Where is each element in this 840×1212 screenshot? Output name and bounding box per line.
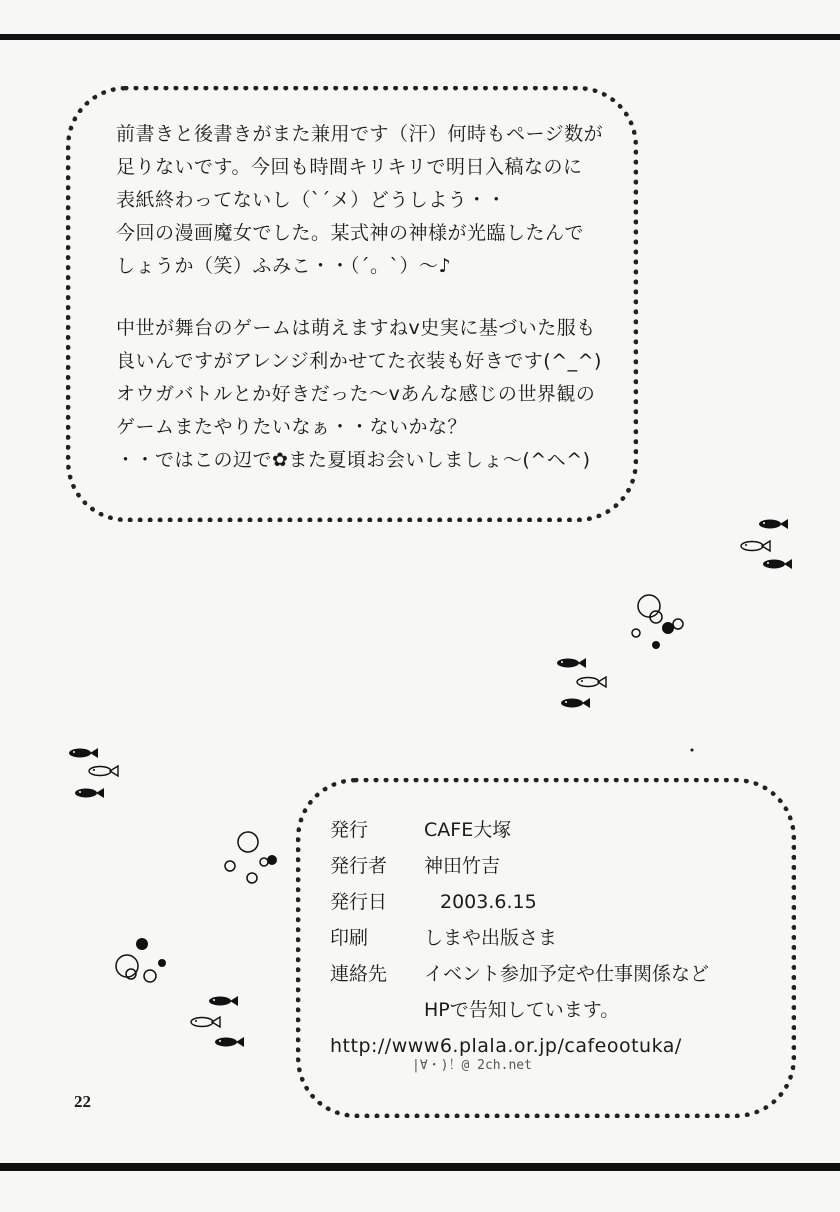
contact-value-2: HPで告知しています。 [424,999,620,1021]
fish-icon [577,677,606,687]
fish-icon [75,788,104,798]
fish-icon [557,658,586,668]
fish-icon [741,541,770,551]
contact-label: 連絡先 [330,963,388,985]
date-row [330,884,770,920]
contact-row-2 [330,992,770,1028]
issuer-label: 発行者 [330,855,388,877]
fish-icon [209,996,238,1006]
bubble-icon [652,641,660,649]
bubble-icon [136,938,148,950]
note-line: 今回の漫画魔女でした。某式神の神様が光臨したんで [116,222,585,244]
bubble-icon [225,832,268,883]
date-label: 発行日 [330,891,388,913]
website-url[interactable]: http://www6.plala.or.jp/cafeootuka/ [330,1035,682,1057]
credit-text: |∀・)！@ 2ch.net [412,1058,532,1073]
note-line: 足りないです。今回も時間キリキリで明日入稿なのに [116,156,583,178]
fish-icon [763,559,792,569]
printer-row [330,920,770,956]
note-line: 良いんですがアレンジ利かせてた衣装も好きです(^_^) [116,350,602,372]
note-line: ・・ではこの辺で✿また夏頃お会いしましょ～(^ヘ^) [116,449,591,471]
fish-icon [89,766,118,776]
fish-icon [191,1017,220,1027]
fish-icon [561,698,590,708]
printer-value: しまや出版さま [424,927,558,949]
colophon [330,812,770,1064]
issuer-row [330,848,770,884]
speck [691,749,694,752]
contact-row [330,956,770,992]
note-line: 表紙終わってないし（`´メ）どうしよう・・ [116,189,507,211]
publisher-label: 発行 [330,819,369,841]
contact-value: イベント参加予定や仕事関係など [424,963,710,985]
note-line: オウガバトルとか好きだった～vあんな感じの世界観の [116,383,596,405]
issuer-value: 神田竹吉 [424,855,501,877]
printer-label: 印刷 [330,927,369,949]
note-line: 前書きと後書きがまた兼用です（汗）何時もページ数が [116,123,604,145]
fish-icon [69,748,98,758]
bubble-icon [116,955,156,982]
note-line: しょうか（笑）ふみこ・・（´。`）～♪ [116,255,452,277]
bubble-icon [267,855,277,865]
bubble-icon [662,622,674,634]
publisher-row [330,812,770,848]
bubble-icon [158,959,166,967]
publisher-value: CAFE大塚 [424,819,512,841]
fish-icon [215,1037,244,1047]
note-line: ゲームまたやりたいなぁ・・ないかな？ [116,416,468,438]
page-number: 22 [74,1092,91,1111]
note-line: 中世が舞台のゲームは萌えますねv史実に基づいた服も [116,317,596,339]
date-value: 2003.6.15 [440,891,537,913]
bubble-icon [632,595,683,637]
bottom-rule [0,1163,840,1171]
fish-icon [759,519,788,529]
